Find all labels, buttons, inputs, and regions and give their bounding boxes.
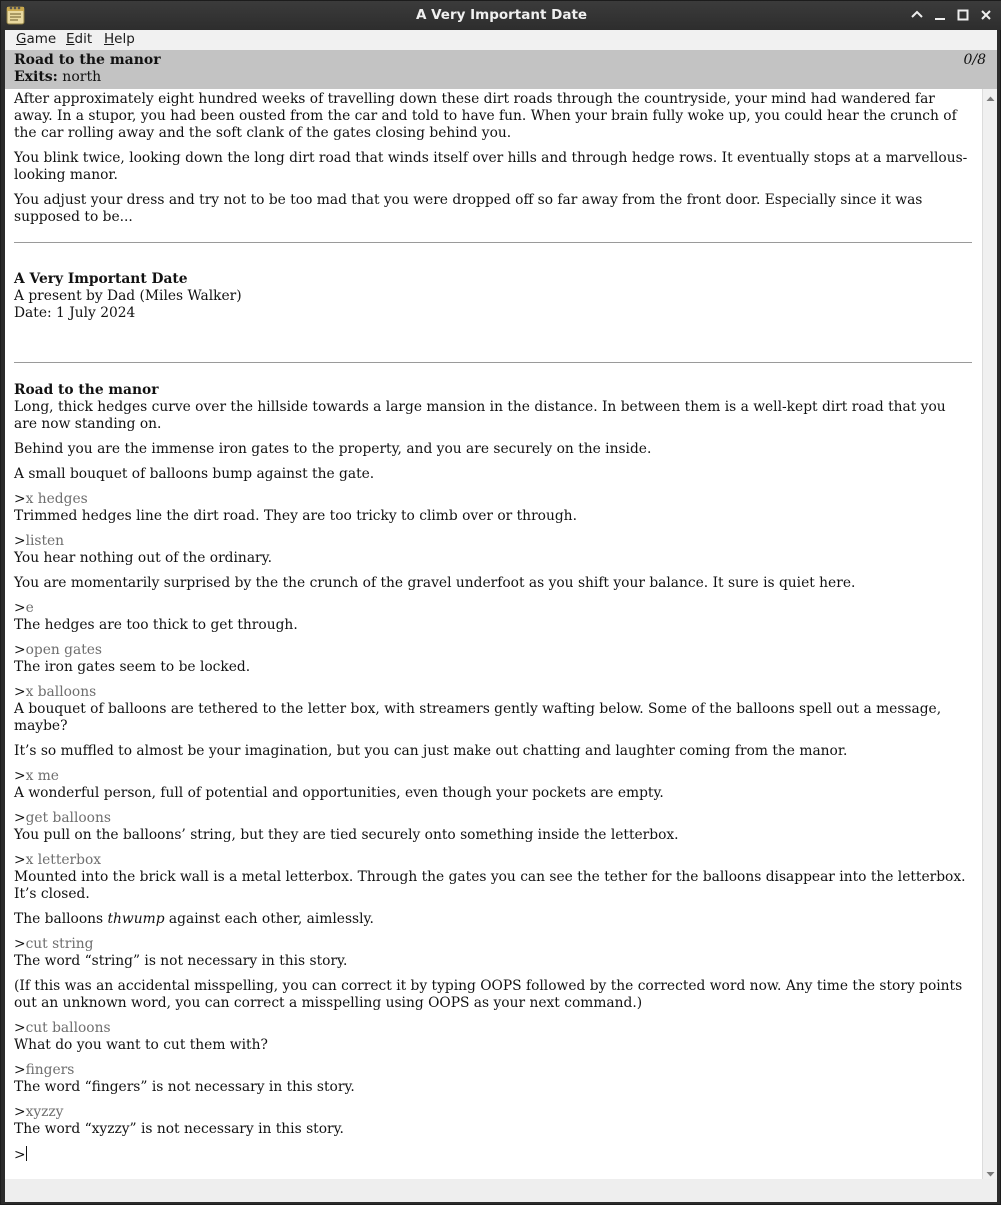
transcript (14, 491, 972, 1138)
prompt-symbol: > (14, 684, 26, 700)
command-line (14, 768, 972, 785)
player-command: e (25, 600, 34, 616)
prompt-symbol: > (14, 768, 26, 784)
game-response: The word “fingers” is not necessary in this story. (14, 1079, 355, 1095)
location-name: Road to the manor (14, 52, 161, 68)
score-counter: 0/8 (963, 52, 986, 68)
player-command: open gates (25, 642, 102, 658)
game-response: Mounted into the brick wall is a metal letterbox. Through the gates you can see the tether for the balloons disappear into the letterbox. It’s closed. (14, 869, 966, 902)
scroll-down-arrow-icon[interactable] (983, 1165, 998, 1177)
menu-help[interactable]: Help (104, 31, 135, 47)
banner-byline: A present by Dad (Miles Walker) (14, 288, 242, 304)
game-response: The hedges are too thick to get through. (14, 617, 298, 633)
room-title: Road to the manor (14, 382, 159, 398)
room-description: A small bouquet of balloons bump against the gate. (14, 466, 375, 482)
game-response: What do you want to cut them with? (14, 1037, 268, 1053)
minimize-icon[interactable] (932, 7, 948, 23)
menu-game[interactable]: Game (16, 31, 57, 47)
emphasis: thwump (107, 911, 165, 927)
maximize-icon[interactable] (955, 7, 971, 23)
prompt-symbol: > (14, 533, 26, 549)
command-line (14, 1020, 972, 1037)
prompt-symbol: > (14, 642, 26, 658)
command-line (14, 642, 972, 659)
intro-paragraph: You adjust your dress and try not to be too mad that you were dropped off so far away from the front door. Especially since it was supposed to be... (14, 192, 923, 225)
prompt-symbol: > (14, 600, 26, 616)
scroll-up-arrow-icon[interactable] (983, 90, 998, 102)
command-line (14, 852, 972, 869)
player-command: fingers (25, 1062, 75, 1078)
command-line (14, 600, 972, 617)
command-line (14, 1062, 972, 1079)
room-description: Behind you are the immense iron gates to the property, and you are securely on the inside. (14, 441, 652, 457)
window-title: A Very Important Date (415, 7, 588, 23)
banner-date: Date: 1 July 2024 (14, 305, 136, 321)
intro-paragraph: After approximately eight hundred weeks of travelling down these dirt roads through the countryside, your mind had wandered far away. In a stupor, you had been ousted from the car and told to have fun. When your brain fully woke up, you could hear the crunch of the car rolling away and the soft clank of the gates closing behind you. (14, 91, 957, 141)
player-command: x me (25, 768, 59, 784)
divider (14, 362, 972, 363)
game-response: The balloons thwump against each other, aimlessly. (14, 911, 374, 927)
text-caret (26, 1146, 27, 1161)
prompt-symbol: > (14, 1104, 26, 1120)
prompt-symbol: > (14, 1062, 26, 1078)
status-bar (5, 50, 997, 89)
divider (14, 242, 972, 243)
command-line (14, 810, 972, 827)
player-command: cut balloons (25, 1020, 111, 1036)
player-command: listen (25, 533, 65, 549)
game-response: The word “string” is not necessary in this story. (14, 953, 348, 969)
prompt-symbol: > (14, 491, 26, 507)
player-command: xyzzy (25, 1104, 64, 1120)
game-response: Trimmed hedges line the dirt road. They are too tricky to climb over or through. (14, 508, 577, 524)
exits-line: Exits: north (14, 69, 102, 85)
game-response: You pull on the balloons’ string, but they are tied securely onto something inside the letterbox. (14, 827, 679, 843)
prompt-symbol: > (14, 1020, 26, 1036)
vertical-scrollbar[interactable] (982, 89, 997, 1179)
command-line (14, 491, 972, 508)
command-prompt[interactable]: > (14, 1147, 26, 1163)
command-line (14, 684, 972, 701)
intro-paragraph: You blink twice, looking down the long dirt road that winds itself over hills and through hedge rows. It eventually stops at a marvellous-looking manor. (14, 150, 968, 183)
story-text (14, 91, 972, 1164)
prompt-symbol: > (14, 810, 26, 826)
bottom-bar (5, 1179, 997, 1202)
prompt-symbol: > (14, 852, 26, 868)
game-response: A bouquet of balloons are tethered to the letter box, with streamers gently wafting below. Some of the balloons spell out a message, maybe? (14, 701, 942, 734)
game-response: The iron gates seem to be locked. (14, 659, 251, 675)
prompt-symbol: > (14, 936, 26, 952)
close-icon[interactable] (978, 7, 994, 23)
command-line (14, 936, 972, 953)
player-command: get balloons (25, 810, 111, 826)
command-line (14, 533, 972, 550)
chevron-up-icon[interactable] (909, 7, 925, 23)
player-command: x letterbox (25, 852, 102, 868)
title-bar[interactable] (1, 1, 1001, 30)
game-response: A wonderful person, full of potential and opportunities, even though your pockets are empty. (14, 785, 664, 801)
game-response: (If this was an accidental misspelling, you can correct it by typing OOPS followed by the corrected word now. Any time the story points out an unknown word, you can correct a misspelling using OOPS as your next command.) (14, 978, 963, 1011)
player-command: cut string (25, 936, 94, 952)
story-pane[interactable] (5, 89, 982, 1179)
menu-bar (5, 30, 997, 50)
game-response: You are momentarily surprised by the the crunch of the gravel underfoot as you shift your balance. It sure is quiet here. (14, 575, 856, 591)
command-line (14, 1104, 972, 1121)
room-description: Long, thick hedges curve over the hillside towards a large mansion in the distance. In between them is a well-kept dirt road that you are now standing on. (14, 399, 946, 432)
banner-title: A Very Important Date (14, 271, 188, 287)
game-response: You hear nothing out of the ordinary. (14, 550, 272, 566)
player-command: x balloons (25, 684, 97, 700)
game-response: The word “xyzzy” is not necessary in this story. (14, 1121, 344, 1137)
game-response: It’s so muffled to almost be your imagination, but you can just make out chatting and laughter coming from the manor. (14, 743, 848, 759)
player-command: x hedges (25, 491, 88, 507)
menu-edit[interactable]: Edit (66, 31, 93, 47)
